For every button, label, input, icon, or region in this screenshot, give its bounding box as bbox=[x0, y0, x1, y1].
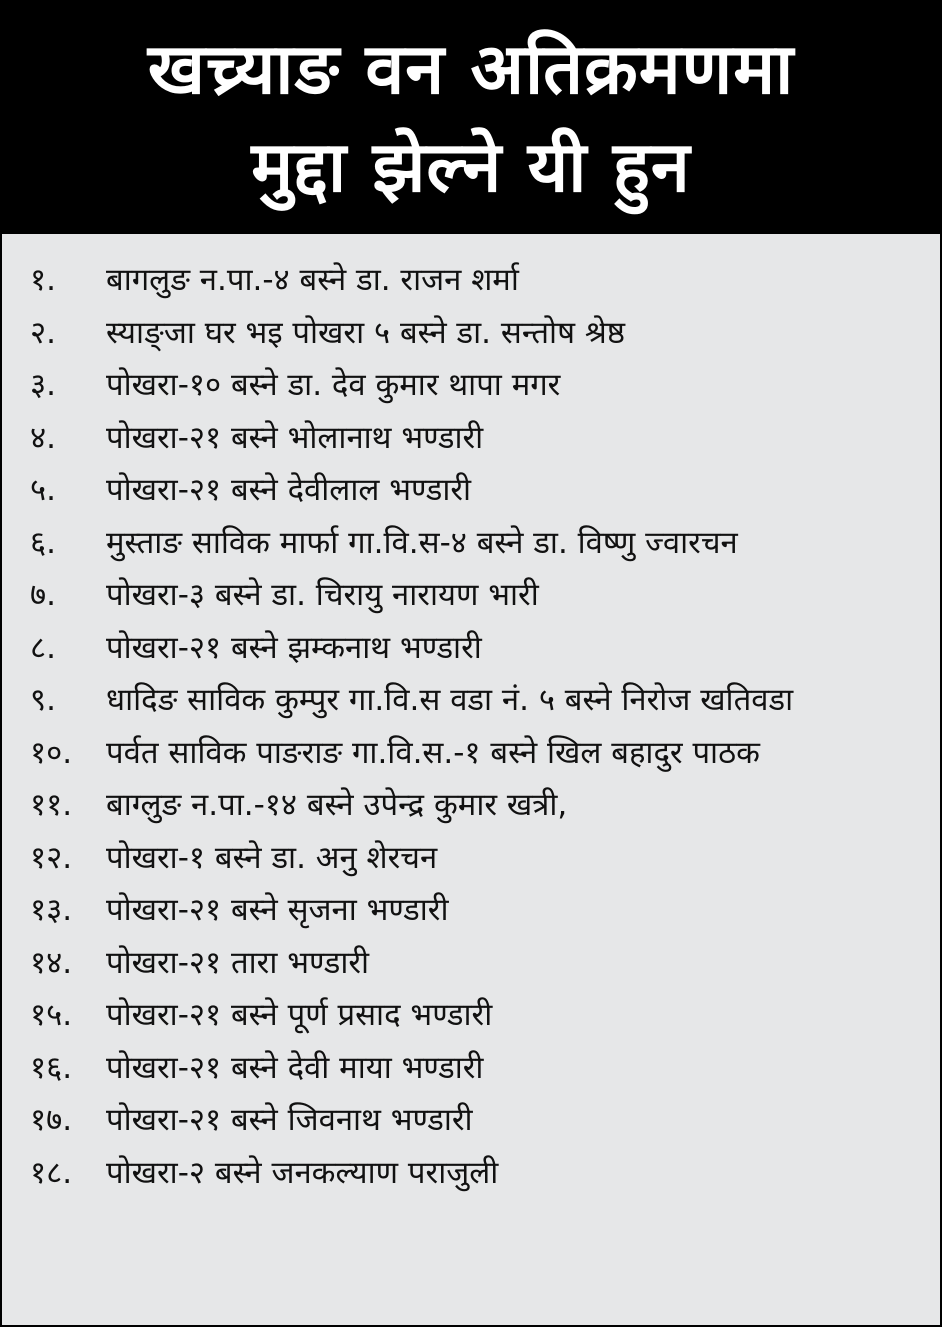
item-number: १०. bbox=[30, 734, 73, 771]
item-number: १३. bbox=[30, 892, 73, 928]
list-item bbox=[2, 884, 940, 937]
item-number: ९. bbox=[30, 682, 56, 718]
list-item bbox=[2, 832, 940, 885]
headline-banner bbox=[2, 2, 940, 234]
list-item bbox=[2, 569, 940, 622]
accused-list bbox=[2, 254, 940, 1199]
item-text: पोखरा-२१ बस्ने जिवनाथ भण्डारी bbox=[106, 1102, 473, 1138]
item-text: धादिङ साविक कुम्पुर गा.वि.स वडा नं. ५ बस्ने निरोज खतिवडा bbox=[106, 682, 794, 718]
headline-line-2: मुद्दा झेल्ने यी हुन bbox=[251, 126, 691, 208]
item-number: १५. bbox=[30, 997, 73, 1033]
list-item bbox=[2, 254, 940, 307]
list-item bbox=[2, 1042, 940, 1095]
item-number: १७. bbox=[30, 1102, 73, 1138]
list-item bbox=[2, 779, 940, 832]
item-text: पोखरा-१ बस्ने डा. अनु शेरचन bbox=[106, 839, 438, 876]
list-item bbox=[2, 989, 940, 1042]
list-item bbox=[2, 307, 940, 360]
item-text: पोखरा-१० बस्ने डा. देव कुमार थापा मगर bbox=[106, 367, 561, 403]
item-text: पोखरा-२१ बस्ने सृजना भण्डारी bbox=[106, 892, 449, 928]
item-text: पोखरा-२१ तारा भण्डारी bbox=[106, 944, 370, 981]
list-item bbox=[2, 359, 940, 412]
list-item bbox=[2, 937, 940, 990]
item-text: पोखरा-२१ बस्ने पूर्ण प्रसाद भण्डारी bbox=[106, 997, 493, 1033]
headline-line-1: खच्र्याङ वन अतिक्रमणमा bbox=[147, 28, 795, 110]
list-item bbox=[2, 1147, 940, 1200]
item-number: ११. bbox=[30, 787, 73, 823]
item-number: ६. bbox=[30, 524, 56, 561]
item-text: पोखरा-२१ बस्ने झम्कनाथ भण्डारी bbox=[106, 629, 482, 666]
item-text: बाग्लुङ न.पा.-१४ बस्ने उपेन्द्र कुमार खत्री, bbox=[106, 787, 568, 823]
item-text: पोखरा-२१ बस्ने देवीलाल भण्डारी bbox=[106, 472, 472, 508]
item-number: १६. bbox=[30, 1049, 73, 1086]
list-item bbox=[2, 464, 940, 517]
item-text: स्याङ्जा घर भइ पोखरा ५ बस्ने डा. सन्तोष श्रेष्ठ bbox=[106, 314, 626, 351]
list-item bbox=[2, 727, 940, 780]
list-item bbox=[2, 674, 940, 727]
item-number: ७. bbox=[30, 577, 56, 613]
item-number: ३. bbox=[30, 367, 56, 403]
item-text: पोखरा-२ बस्ने जनकल्याण पराजुली bbox=[106, 1154, 499, 1191]
item-number: १. bbox=[30, 262, 56, 298]
item-number: २. bbox=[30, 314, 56, 351]
item-number: १४. bbox=[30, 944, 73, 981]
item-number: ८. bbox=[30, 629, 56, 666]
list-item bbox=[2, 412, 940, 465]
item-text: पोखरा-२१ बस्ने भोलानाथ भण्डारी bbox=[106, 419, 484, 456]
list-item bbox=[2, 517, 940, 570]
item-number: ५. bbox=[30, 472, 56, 508]
list-item bbox=[2, 622, 940, 675]
item-text: पोखरा-३ बस्ने डा. चिरायु नारायण भारी bbox=[106, 577, 539, 613]
item-text: मुस्ताङ साविक मार्फा गा.वि.स-४ बस्ने डा. विष्णु ज्वारचन bbox=[106, 524, 738, 561]
item-text: बागलुङ न.पा.-४ बस्ने डा. राजन शर्मा bbox=[106, 262, 519, 298]
item-text: पोखरा-२१ बस्ने देवी माया भण्डारी bbox=[106, 1049, 484, 1086]
item-number: १२. bbox=[30, 839, 73, 876]
item-text: पर्वत साविक पाङराङ गा.वि.स.-१ बस्ने खिल बहादुर पाठक bbox=[106, 734, 760, 771]
list-item bbox=[2, 1094, 940, 1147]
item-number: १८. bbox=[30, 1154, 73, 1191]
item-number: ४. bbox=[30, 419, 56, 456]
